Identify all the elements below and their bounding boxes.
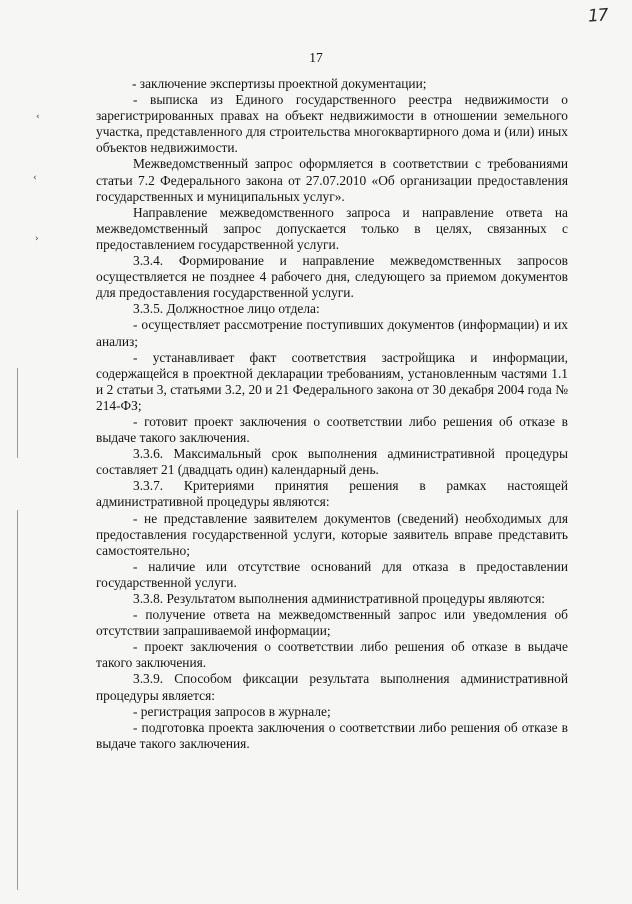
paragraph: - выписка из Единого государственного реестра недвижимости о зарегистрированных правах на объект недвижимости в отношении земельного участка, представленного для строительства многоквартирного дома и (или) иных объектов недвижимости. (96, 92, 568, 156)
paragraph: - наличие или отсутствие оснований для отказа в предоставлении государственной услуги. (96, 558, 568, 590)
document-body (96, 76, 568, 752)
paragraph: 3.3.8. Результатом выполнения административной процедуры являются: (133, 591, 545, 606)
scan-edge-line (17, 510, 18, 890)
paragraph: - получение ответа на межведомственный запрос или уведомления об отсутствии запрашиваемой информации; (96, 607, 568, 639)
paragraph: - заключение экспертизы проектной документации; (132, 76, 427, 91)
paragraph: 3.3.5. Должностное лицо отдела: (133, 301, 320, 317)
paragraph: Межведомственный запрос оформляется в соответствии с требованиями статьи 7.2 Федерального закона от 27.07.2010 «Об организации предоставления государственных и муниципальных услуг». (96, 156, 568, 204)
scan-edge-line (17, 368, 18, 458)
paragraph: - осуществляет рассмотрение поступивших документов (информации) и их анализ; (96, 317, 568, 349)
paragraph: Направление межведомственного запроса и направление ответа на межведомственный запрос допускается только в целях, связанных с предоставлением государственной услуги. (96, 204, 568, 252)
paragraph: - не представление заявителем документов (сведений) необходимых для предоставления государственной услуги, которые заявитель вправе представить самостоятельно; (96, 510, 568, 558)
margin-mark: ‹ (36, 112, 40, 122)
paragraph: 3.3.7. Критериями принятия решения в рамках настоящей административной процедуры являются: (96, 478, 568, 510)
page-number: 17 (309, 50, 323, 65)
paragraph: - подготовка проекта заключения о соответствии либо решения об отказе в выдаче такого заключения. (96, 719, 568, 751)
paragraph: - регистрация запросов в журнале; (133, 703, 331, 719)
margin-mark: ‹ (33, 173, 37, 183)
margin-mark: › (35, 234, 39, 244)
handwritten-page-number: 17 (587, 5, 609, 27)
paragraph: 3.3.6. Максимальный срок выполнения административной процедуры составляет 21 (двадцать один) календарный день. (96, 446, 568, 478)
paragraph: 3.3.9. Способом фиксации результата выполнения административной процедуры является: (96, 671, 568, 703)
paragraph: 3.3.4. Формирование и направление межведомственных запросов осуществляется не позднее 4 рабочего дня, следующего за приемом документов для предоставления государственной услуги. (96, 253, 568, 301)
paragraph: - проект заключения о соответствии либо решения об отказе в выдаче такого заключения. (96, 639, 568, 671)
paragraph: - готовит проект заключения о соответствии либо решения об отказе в выдаче такого заключения. (96, 413, 568, 446)
paragraph: - устанавливает факт соответствия застройщика и информации, содержащейся в проектной декларации требованиям, установленным частями 1.1 и 2 статьи 3, статьями 3.2, 20 и 21 Федерального закона от 30 декабря 2004 года № 214-ФЗ; (96, 349, 568, 413)
